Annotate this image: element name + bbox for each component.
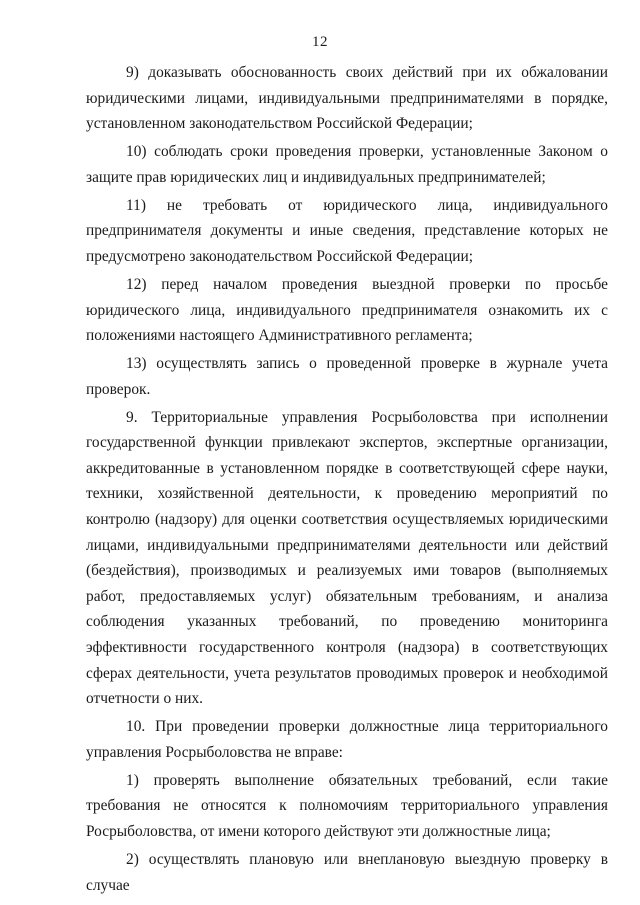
document-body (86, 60, 608, 901)
paragraph-subitem-2: 2) осуществлять плановую или внеплановую выездную проверку в случае (86, 850, 608, 894)
paragraph-section-9: 9. Территориальные управления Росрыболовства при исполнении государственной функции привлекают экспертов, экспертные организации, аккредитованные в установленном порядке в соответствующей сфере науки, техники, хозяйственной деятельности, к проведению мероприятий по контролю (надзору) для оценки соответствия осуществляемых юридическими лицами, индивидуальными предпринимателями деятельности или действий (бездействия), производимых и реализуемых ими товаров (выполняемых работ, предоставляемых услуг) обязательным требованиям, и анализа соблюдения указанных требований, по проведению мониторинга эффективности государственного контроля (надзора) в соответствующих сферах деятельности, учета результатов проводимых проверок и необходимой отчетности о них. (86, 408, 608, 708)
paragraph-item-12: 12) перед началом проведения выездной проверки по просьбе юридического лица, индивидуального предпринимателя ознакомить их с положениями настоящего Административного регламента; (86, 275, 608, 345)
paragraph-subitem-1: 1) проверять выполнение обязательных требований, если такие требования не относятся к полномочиям территориального управления Росрыболовства, от имени которого действуют эти должностные лица; (86, 771, 608, 840)
page-number: 12 (312, 34, 328, 50)
paragraph-item-11: 11) не требовать от юридического лица, индивидуального предпринимателя документы и иные сведения, представление которых не предусмотрено законодательством Российской Федерации; (86, 196, 608, 265)
paragraph-item-13: 13) осуществлять запись о проведенной проверке в журнале учета проверок. (86, 355, 608, 398)
paragraph-item-10: 10) соблюдать сроки проведения проверки, установленные Законом о защите прав юридических лиц и индивидуальных предпринимателей; (86, 143, 608, 186)
paragraph-item-9: 9) доказывать обоснованность своих действий при их обжаловании юридическими лицами, индивидуальными предпринимателями в порядке, установленном законодательством Российской Федерации; (86, 64, 608, 133)
paragraph-section-10: 10. При проведении проверки должностные лица территориального управления Росрыболовства не вправе: (86, 718, 608, 761)
